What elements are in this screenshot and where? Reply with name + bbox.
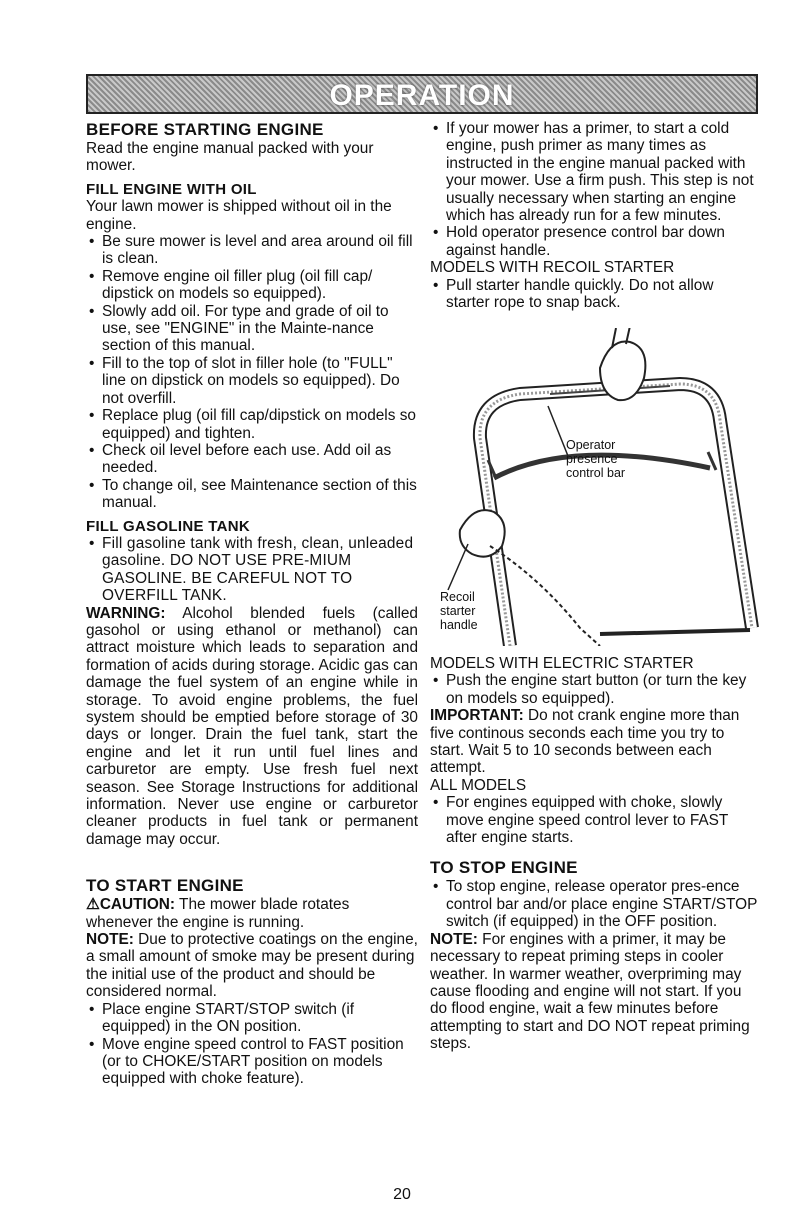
list-item: • Check oil level before each use. Add oil as needed. — [86, 442, 418, 477]
to-stop-list — [430, 878, 760, 930]
warning-label: WARNING: — [86, 604, 166, 622]
list-item: • Fill to the top of slot in filler hole (to "FULL" line on dipstick on models so equipped). Do not overfill. — [86, 355, 418, 407]
to-start-list — [86, 1001, 418, 1088]
left-column — [86, 120, 418, 1088]
warning-text: Alcohol blended fuels (called gasohol or using ethanol or methanol) can attract moisture which leads to separation and formation of acids during storage. Acidic gas can damage the fuel system of an engine while in storage. To avoid engine problems, the fuel system should be emptied before storage of 30 days or longer. Drain the fuel tank, start the engine and let it run until fuel lines and carburetor are empty. Use fresh fuel next season. See Storage Instructions for additional information. Never use engine or carburetor cleaner products in fuel tank or permanent damage may occur. — [86, 604, 418, 848]
before-starting-intro: Read the engine manual packed with your mower. — [86, 140, 374, 175]
to-stop-heading: TO STOP ENGINE — [430, 858, 578, 878]
section-banner — [86, 74, 758, 114]
list-item: • Be sure mower is level and area around oil fill is clean. — [86, 233, 418, 268]
list-item: • Push the engine start button (or turn the key on models so equipped). — [430, 672, 760, 707]
caution-label: ⚠CAUTION: — [86, 896, 176, 914]
right-column-bottom — [430, 655, 760, 1053]
list-item: • Pull starter handle quickly. Do not allow starter rope to snap back. — [430, 277, 760, 312]
right-column-top — [430, 120, 760, 311]
operator-bar-label: Operator presence control bar — [566, 438, 626, 480]
all-models-list — [430, 794, 760, 846]
before-starting-heading: BEFORE STARTING ENGINE — [86, 120, 324, 139]
list-item: • Replace plug (oil fill cap/dipstick on models so equipped) and tighten. — [86, 407, 418, 442]
fill-oil-intro: Your lawn mower is shipped without oil in the engine. — [86, 198, 392, 233]
electric-list — [430, 672, 760, 707]
fill-oil-list — [86, 233, 418, 512]
important-label: IMPORTANT: — [430, 707, 524, 725]
list-item: • Hold operator presence control bar down against handle. — [430, 224, 760, 259]
fill-oil-heading: FILL ENGINE WITH OIL — [86, 180, 257, 198]
stop-note-paragraph — [430, 931, 760, 1053]
fill-gas-list — [86, 535, 418, 605]
list-item: • Remove engine oil filler plug (oil fill cap/ dipstick on models so equipped). — [86, 268, 418, 303]
to-start-heading: TO START ENGINE — [86, 876, 244, 896]
important-paragraph — [430, 707, 760, 777]
stop-note-label: NOTE: — [430, 930, 478, 948]
fill-gas-heading: FILL GASOLINE TANK — [86, 517, 251, 535]
list-item: • Fill gasoline tank with fresh, clean, unleaded gasoline. DO NOT USE PRE-MIUM GASOLINE. BE CAREFUL NOT TO OVERFILL TANK. — [86, 535, 418, 605]
list-item: • To change oil, see Maintenance section of this manual. — [86, 477, 418, 512]
list-item: • For engines equipped with choke, slowly move engine speed control lever to FAST after engine starts. — [430, 794, 760, 846]
note-label: NOTE: — [86, 931, 134, 949]
fuel-warning — [86, 605, 418, 849]
note-paragraph — [86, 931, 418, 1001]
caution-text: The mower blade rotates whenever the engine is running. — [86, 896, 350, 931]
important-text: Do not crank engine more than five continous seconds each time you try to start. Wait 5 to 10 seconds between each attempt. — [430, 707, 740, 777]
recoil-list — [430, 277, 760, 312]
banner-title: OPERATION — [329, 79, 515, 112]
primer-list — [430, 120, 760, 259]
electric-heading: MODELS WITH ELECTRIC STARTER — [430, 655, 694, 672]
list-item: • Slowly add oil. For type and grade of oil to use, see "ENGINE" in the Mainte-nance section of this manual. — [86, 303, 418, 355]
page-number: 20 — [393, 1186, 411, 1203]
list-item: • Place engine START/STOP switch (if equipped) in the ON position. — [86, 1001, 418, 1036]
mower-handle-illustration — [430, 328, 766, 646]
list-item: • If your mower has a primer, to start a cold engine, push primer as many times as instructed in the engine manual packed with your mower. Use a firm push. This step is not usually necessary when starting an engine which has already run for a few minutes. — [430, 120, 760, 224]
list-item: • Move engine speed control to FAST position (or to CHOKE/START position on models equipped with choke feature). — [86, 1036, 418, 1088]
recoil-handle-label: Recoil starter handle — [440, 590, 478, 632]
all-models-heading: ALL MODELS — [430, 776, 527, 794]
warning-triangle-icon: ⚠ — [86, 896, 100, 914]
caution-paragraph — [86, 896, 418, 931]
note-text: Due to protective coatings on the engine, a small amount of smoke may be present during the initial use of the product and should be considered normal. — [86, 931, 418, 1001]
stop-note-text: For engines with a primer, it may be necessary to repeat priming steps in cooler weather. In warmer weather, overpriming may cause flooding and engine will not start. If you do flood engine, wait a few minutes before attempting to start and DO NOT repeat priming steps. — [430, 930, 750, 1053]
recoil-heading: MODELS WITH RECOIL STARTER — [430, 259, 675, 277]
handle-drawing — [430, 328, 766, 646]
list-item: • To stop engine, release operator pres-ence control bar and/or place engine START/STOP switch (if equipped) in the OFF position. — [430, 878, 760, 930]
